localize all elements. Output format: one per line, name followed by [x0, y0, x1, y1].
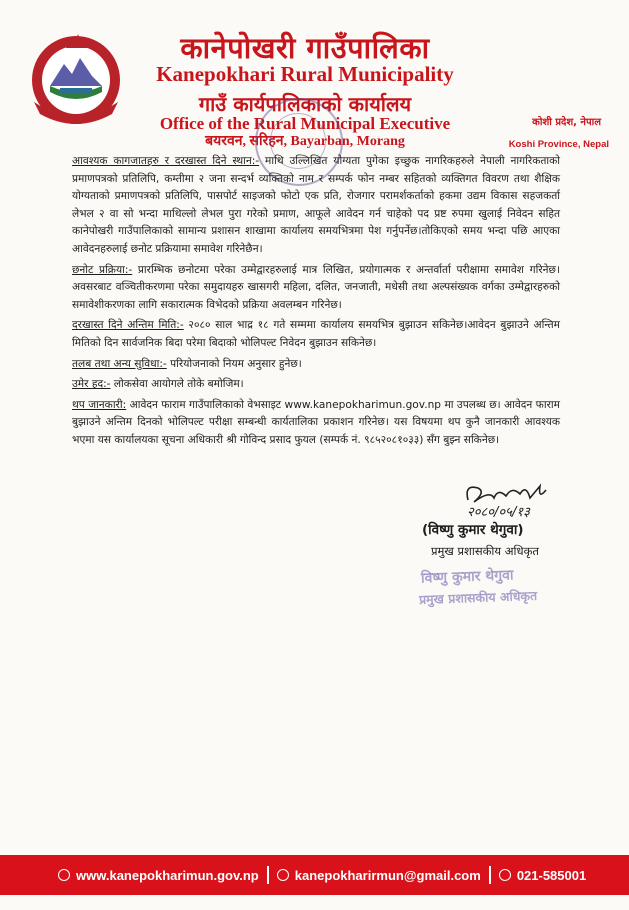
paragraph-heading: छनोट प्रक्रिया:-	[72, 263, 133, 276]
deadline-paragraph	[72, 317, 560, 352]
designation-stamp: प्रमुख प्रशासकीय अधिकृत	[418, 587, 538, 608]
globe-icon	[58, 869, 70, 881]
required-documents-paragraph	[72, 153, 560, 259]
phone-number[interactable]: 021-585001	[516, 867, 587, 883]
salary-paragraph	[72, 356, 560, 374]
office-name-english: Office of the Rural Municipal Executive	[159, 114, 451, 133]
signature-date: २०८०/०५/१३	[467, 505, 530, 520]
website-url[interactable]: www.kanepokharimun.gov.np	[76, 867, 259, 883]
paragraph-heading: उमेर हद:-	[72, 378, 111, 391]
paragraph-heading: तलब तथा अन्य सुविधा:-	[72, 357, 167, 370]
footer-divider	[267, 866, 269, 884]
name-stamp: विष्णु कुमार थेगुवा	[420, 567, 514, 587]
email-address[interactable]: kanepokharirmun@gmail.com	[294, 867, 481, 883]
signatory-designation: प्रमुख प्रशासकीय अधिकृत	[431, 544, 539, 558]
paragraph-text: आवेदन फाराम गाउँपालिकाको वेभसाइट www.kanepokharimun.gov.np मा उपलब्ध छ। आवेदन फाराम बुझाउने अन्तिम दिनको भोलिपल्ट परीक्षा सम्बन्धी कार्यतालिका प्रकाशन गरिनेछ। यस विषयमा थप कुनै जानकारी आवश्यक भएमा यस कार्यालयका सूचना अधिकारी श्री गोविन्द प्रसाद फुयल (सम्पर्क नं. ९८५२०८१०३३) सँग बुझ्न सकिनेछ।	[72, 398, 560, 446]
paragraph-text: २०८० साल भाद्र १८ गते सम्ममा कार्यालय समयभित्र बुझाउन सकिनेछ।आवेदन बुझाउने अन्तिम मितिको दिन सार्वजनिक बिदा परेमा बिदाको भोलिपल्ट निवेदन बुझाउन सकिनेछ।	[72, 319, 560, 349]
selection-process-paragraph	[72, 262, 560, 315]
municipality-emblem-logo	[20, 26, 132, 130]
footer-divider	[489, 866, 491, 884]
province-english: Koshi Province, Nepal	[508, 139, 609, 150]
paragraph-text: माथि उल्लिखित योग्यता पुगेका इच्छुक नागरिकहरुले नेपाली नागरिकताको प्रमाणपत्रको प्रतिलिपि, कम्तीमा २ जना सन्दर्भ व्यक्तिको नाम र सम्पर्क फोन नम्बर सहितको व्यक्तिगत विवरण तथा शैक्षिक योग्यताको प्रमाणपत्रको प्रतिलिपि, पासपोर्ट साइजको फोटो एक प्रति, रोजगार परामर्शकर्ताको हकमा उद्यम विकास सहजकर्ता लेभल २ वा सो भन्दा माथिल्लो लेभल पुरा गरेको प्रमाण, आफूले आवेदन गर्न चाहेको पद प्रष्ट रुपमा खुलाई निवेदन सहित कानेपोखरी गाउँपालिकाको सामान्य प्रशासन शाखामा कार्यालय समयभित्रमा पेश गर्नुपर्नेछ।तोकिएको समय भन्दा पछि आएका आवेदनहरुलाई छनोट प्रक्रियामा समावेश गरिनेछैन।	[72, 155, 560, 255]
phone-icon	[499, 869, 511, 881]
email-icon	[277, 869, 289, 881]
municipality-name-english: Kanepokhari Rural Municipality	[156, 62, 454, 86]
province-nepali: कोशी प्रदेश, नेपाल	[532, 117, 601, 128]
office-name-nepali: गाउँ कार्यपालिकाको कार्यालय	[198, 92, 412, 116]
age-limit-paragraph	[72, 376, 560, 394]
more-info-paragraph	[72, 397, 560, 450]
paragraph-text: परियोजनाको नियम अनुसार हुनेछ।	[166, 357, 302, 370]
notice-body	[72, 153, 560, 453]
paragraph-heading: थप जानकारी:	[72, 398, 127, 411]
paragraph-heading: दरखास्त दिने अन्तिम मिति:-	[72, 319, 184, 332]
footer-phone	[499, 868, 586, 883]
municipality-name-nepali: कानेपोखरी गाउँपालिका	[180, 31, 430, 65]
signatory-name: (विष्णु कुमार थेगुवा)	[422, 522, 524, 538]
paragraph-text: लोकसेवा आयोगले तोके बमोजिम।	[110, 378, 244, 391]
paragraph-heading: आवश्यक कागजातहरु र दरखास्त दिने स्थान:-	[72, 155, 260, 167]
paragraph-text: प्रारम्भिक छनोटमा परेका उम्मेद्वारहरुलाई मात्र लिखित, प्रयोगात्मक र अन्तर्वार्ता परीक्षामा समावेश गरिनेछ।अवसरबाट वञ्चितीकरणमा परेका समुदायहरु खासगरी महिला, दलित, जनजाती, मधेसी तथा अल्पसंख्यक वर्गका उम्मेद्वारहरुको समावेशीकरणका लागि सकारात्मक विभेदको प्रक्रिया अवलम्बन गरिनेछ।	[72, 263, 560, 311]
footer-email	[277, 868, 481, 883]
footer-bar	[0, 855, 629, 895]
office-address: बयरवन, सरिहन, Bayarban, Morang	[205, 134, 405, 149]
footer-website	[58, 868, 259, 883]
